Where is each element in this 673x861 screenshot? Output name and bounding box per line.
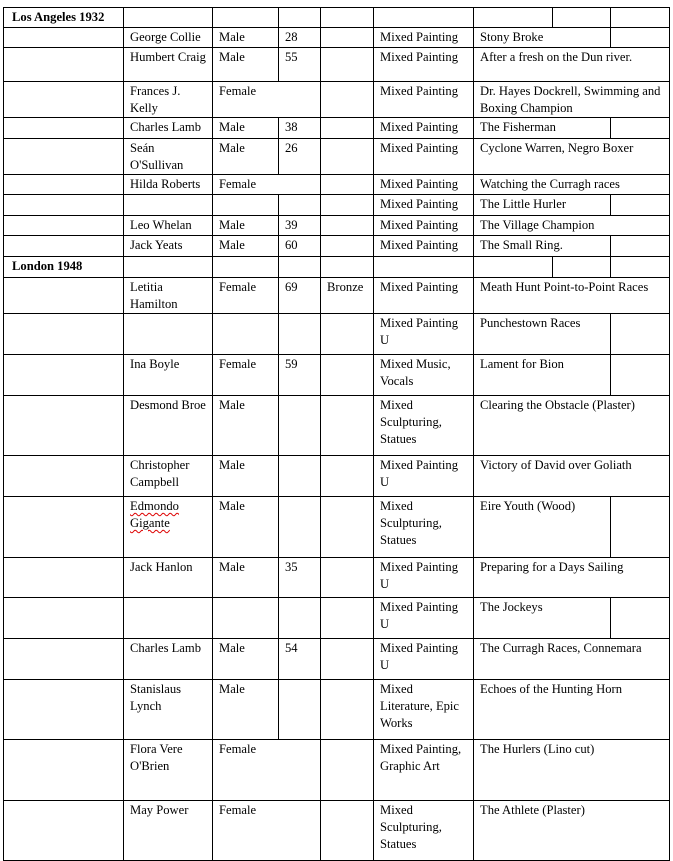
- age: 55: [279, 48, 321, 82]
- athlete-name: [124, 314, 213, 355]
- empty-cell: [321, 8, 374, 28]
- category: Mixed Painting: [374, 216, 474, 236]
- section-title: Los Angeles 1932: [4, 8, 124, 28]
- artwork-title: Watching the Curragh races: [474, 175, 670, 195]
- gender: Female: [213, 82, 321, 118]
- empty-cell: [4, 195, 124, 216]
- category: Mixed Sculpturing, Statues: [374, 497, 474, 558]
- age: 39: [279, 216, 321, 236]
- medal: Bronze: [321, 278, 374, 314]
- artwork-title: The Athlete (Plaster): [474, 801, 670, 861]
- table-row: [4, 82, 670, 118]
- gender: [213, 195, 279, 216]
- empty-cell: [124, 257, 213, 278]
- table-row: [4, 355, 670, 396]
- artwork-title: Meath Hunt Point-to-Point Races: [474, 278, 670, 314]
- table-row: [4, 278, 670, 314]
- table-row: [4, 195, 670, 216]
- table-row: [4, 175, 670, 195]
- category: Mixed Painting: [374, 278, 474, 314]
- category: Mixed Painting U: [374, 558, 474, 598]
- age: 35: [279, 558, 321, 598]
- age: [279, 497, 321, 558]
- category: Mixed Painting: [374, 118, 474, 139]
- artwork-title: Stony Broke: [474, 28, 611, 48]
- empty-cell: [4, 396, 124, 456]
- age: [279, 195, 321, 216]
- gender: Male: [213, 216, 279, 236]
- artwork-title: Echoes of the Hunting Horn: [474, 680, 670, 740]
- empty-cell: [4, 497, 124, 558]
- medal: [321, 680, 374, 740]
- empty-cell: [321, 257, 374, 278]
- age: [279, 314, 321, 355]
- empty-cell: [124, 8, 213, 28]
- table-row: [4, 236, 670, 257]
- olympic-art-entries-table: [3, 7, 670, 861]
- medal: [321, 598, 374, 639]
- gender: Male: [213, 456, 279, 497]
- gender: Female: [213, 740, 321, 801]
- gender: Male: [213, 236, 279, 257]
- table-row: [4, 48, 670, 82]
- artwork-title: The Fisherman: [474, 118, 611, 139]
- category: Mixed Painting: [374, 175, 474, 195]
- age: 59: [279, 355, 321, 396]
- athlete-name: Jack Yeats: [124, 236, 213, 257]
- table-row: [4, 456, 670, 497]
- age: [279, 456, 321, 497]
- gender: Male: [213, 558, 279, 598]
- table-row: [4, 497, 670, 558]
- empty-cell: [611, 8, 670, 28]
- medal: [321, 28, 374, 48]
- empty-cell: [611, 598, 670, 639]
- empty-cell: [474, 257, 553, 278]
- empty-cell: [474, 8, 553, 28]
- empty-cell: [4, 28, 124, 48]
- age: 28: [279, 28, 321, 48]
- table-row: [4, 396, 670, 456]
- empty-cell: [4, 639, 124, 680]
- empty-cell: [4, 216, 124, 236]
- athlete-name: Desmond Broe: [124, 396, 213, 456]
- gender: Male: [213, 639, 279, 680]
- age: 60: [279, 236, 321, 257]
- empty-cell: [279, 257, 321, 278]
- table-row: [4, 740, 670, 801]
- category: Mixed Painting U: [374, 639, 474, 680]
- artwork-title: The Little Hurler: [474, 195, 611, 216]
- artwork-title: Clearing the Obstacle (Plaster): [474, 396, 670, 456]
- athlete-name: Ina Boyle: [124, 355, 213, 396]
- medal: [321, 497, 374, 558]
- medal: [321, 456, 374, 497]
- empty-cell: [4, 139, 124, 175]
- athlete-name: Hilda Roberts: [124, 175, 213, 195]
- empty-cell: [553, 8, 611, 28]
- athlete-name: Stanislaus Lynch: [124, 680, 213, 740]
- medal: [321, 355, 374, 396]
- medal: [321, 82, 374, 118]
- empty-cell: [4, 82, 124, 118]
- age: 26: [279, 139, 321, 175]
- empty-cell: [4, 598, 124, 639]
- gender: Female: [213, 801, 321, 861]
- empty-cell: [611, 236, 670, 257]
- gender: [213, 314, 279, 355]
- gender: Male: [213, 28, 279, 48]
- age: [279, 680, 321, 740]
- table-row: [4, 314, 670, 355]
- category: Mixed Painting: [374, 236, 474, 257]
- athlete-name: Flora Vere O'Brien: [124, 740, 213, 801]
- empty-cell: [4, 558, 124, 598]
- medal: [321, 396, 374, 456]
- category: Mixed Painting: [374, 48, 474, 82]
- category: Mixed Painting U: [374, 314, 474, 355]
- age: [279, 598, 321, 639]
- athlete-name: Christopher Campbell: [124, 456, 213, 497]
- table-row: [4, 801, 670, 861]
- artwork-title: After a fresh on the Dun river.: [474, 48, 670, 82]
- athlete-name: [124, 598, 213, 639]
- table-row: [4, 680, 670, 740]
- gender: Male: [213, 139, 279, 175]
- artwork-title: Eire Youth (Wood): [474, 497, 611, 558]
- artwork-title: Victory of David over Goliath: [474, 456, 670, 497]
- category: Mixed Music, Vocals: [374, 355, 474, 396]
- category: Mixed Painting: [374, 28, 474, 48]
- category: Mixed Sculpturing, Statues: [374, 801, 474, 861]
- empty-cell: [279, 8, 321, 28]
- medal: [321, 740, 374, 801]
- table-row: [4, 216, 670, 236]
- gender: Male: [213, 48, 279, 82]
- athlete-name: Edmondo Gigante: [124, 497, 213, 558]
- category: Mixed Sculpturing, Statues: [374, 396, 474, 456]
- medal: [321, 236, 374, 257]
- category: Mixed Painting, Graphic Art: [374, 740, 474, 801]
- artwork-title: Preparing for a Days Sailing: [474, 558, 670, 598]
- age: 69: [279, 278, 321, 314]
- category: Mixed Painting: [374, 82, 474, 118]
- empty-cell: [374, 257, 474, 278]
- age: 54: [279, 639, 321, 680]
- medal: [321, 314, 374, 355]
- empty-cell: [4, 680, 124, 740]
- table-row: [4, 558, 670, 598]
- category: Mixed Painting: [374, 195, 474, 216]
- empty-cell: [4, 48, 124, 82]
- table-row: [4, 639, 670, 680]
- empty-cell: [4, 740, 124, 801]
- empty-cell: [611, 257, 670, 278]
- athlete-name: Leo Whelan: [124, 216, 213, 236]
- empty-cell: [4, 456, 124, 497]
- athlete-name: Jack Hanlon: [124, 558, 213, 598]
- athlete-name: Seán O'Sullivan: [124, 139, 213, 175]
- gender: Male: [213, 497, 279, 558]
- empty-cell: [4, 801, 124, 861]
- section-header-row: [4, 8, 670, 28]
- empty-cell: [611, 118, 670, 139]
- empty-cell: [4, 355, 124, 396]
- category: Mixed Painting U: [374, 598, 474, 639]
- empty-cell: [611, 195, 670, 216]
- artwork-title: Cyclone Warren, Negro Boxer: [474, 139, 670, 175]
- medal: [321, 216, 374, 236]
- athlete-name: Charles Lamb: [124, 639, 213, 680]
- empty-cell: [213, 8, 279, 28]
- category: Mixed Painting U: [374, 456, 474, 497]
- gender: [213, 598, 279, 639]
- artwork-title: Dr. Hayes Dockrell, Swimming and Boxing Champion: [474, 82, 670, 118]
- athlete-name: Charles Lamb: [124, 118, 213, 139]
- age: 38: [279, 118, 321, 139]
- gender: Male: [213, 118, 279, 139]
- athlete-name: May Power: [124, 801, 213, 861]
- category: Mixed Painting: [374, 139, 474, 175]
- medal: [321, 195, 374, 216]
- empty-cell: [4, 278, 124, 314]
- empty-cell: [611, 28, 670, 48]
- artwork-title: The Curragh Races, Connemara: [474, 639, 670, 680]
- empty-cell: [611, 314, 670, 355]
- empty-cell: [213, 257, 279, 278]
- gender: Female: [213, 278, 279, 314]
- artwork-title: Punchestown Races: [474, 314, 611, 355]
- empty-cell: [4, 236, 124, 257]
- empty-cell: [553, 257, 611, 278]
- athlete-name: Humbert Craig: [124, 48, 213, 82]
- medal: [321, 801, 374, 861]
- athlete-name: George Collie: [124, 28, 213, 48]
- medal: [321, 558, 374, 598]
- artwork-title: The Hurlers (Lino cut): [474, 740, 670, 801]
- athlete-name: [124, 195, 213, 216]
- section-header-row: [4, 257, 670, 278]
- medal: [321, 118, 374, 139]
- artwork-title: The Jockeys: [474, 598, 611, 639]
- empty-cell: [4, 314, 124, 355]
- empty-cell: [4, 118, 124, 139]
- section-title: London 1948: [4, 257, 124, 278]
- artwork-title: Lament for Bion: [474, 355, 611, 396]
- category: Mixed Literature, Epic Works: [374, 680, 474, 740]
- empty-cell: [611, 497, 670, 558]
- medal: [321, 139, 374, 175]
- medal: [321, 175, 374, 195]
- gender: Female: [213, 355, 279, 396]
- age: [279, 396, 321, 456]
- artwork-title: The Village Champion: [474, 216, 670, 236]
- medal: [321, 639, 374, 680]
- gender: Female: [213, 175, 321, 195]
- empty-cell: [611, 355, 670, 396]
- table-row: [4, 139, 670, 175]
- medal: [321, 48, 374, 82]
- gender: Male: [213, 680, 279, 740]
- artwork-title: The Small Ring.: [474, 236, 611, 257]
- empty-cell: [374, 8, 474, 28]
- table-row: [4, 598, 670, 639]
- athlete-name: Frances J. Kelly: [124, 82, 213, 118]
- table-row: [4, 28, 670, 48]
- athlete-name: Letitia Hamilton: [124, 278, 213, 314]
- gender: Male: [213, 396, 279, 456]
- empty-cell: [4, 175, 124, 195]
- table-row: [4, 118, 670, 139]
